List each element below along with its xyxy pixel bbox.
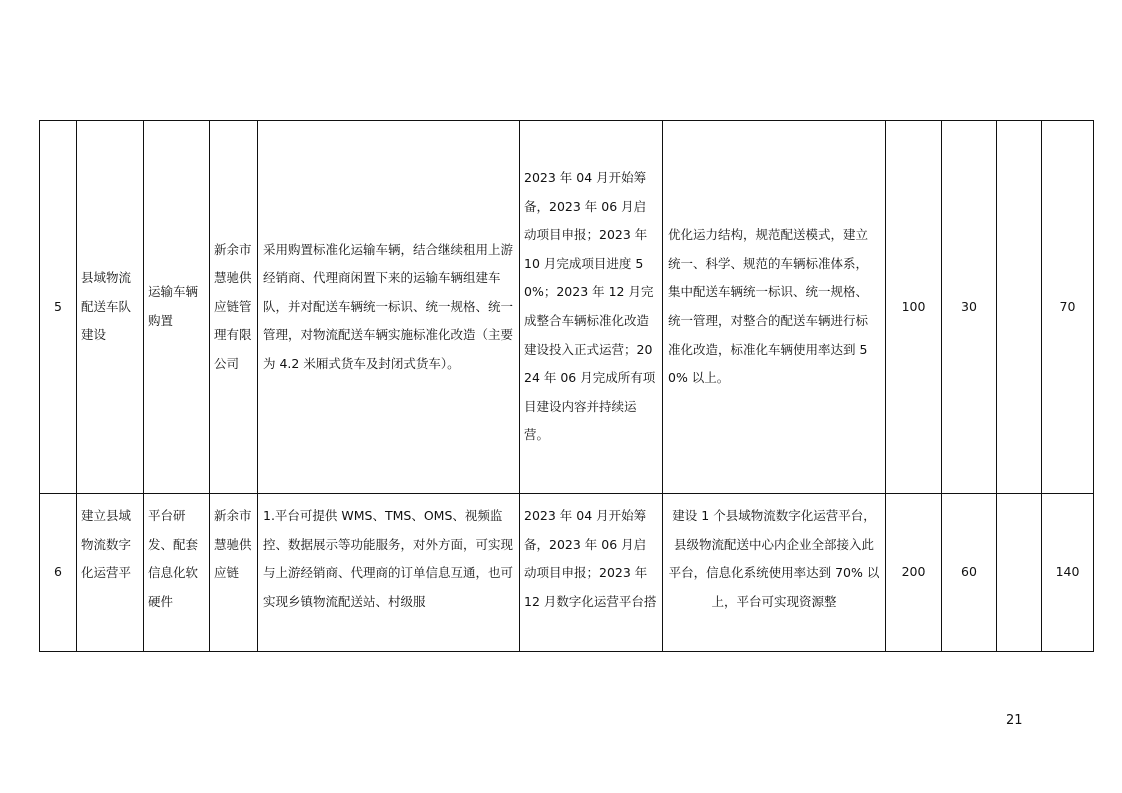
project-name-cell: 县域物流配送车队建设 <box>77 121 144 494</box>
col-b-cell <box>997 121 1042 494</box>
company-text: 新余市慧驰供应链 <box>214 508 252 581</box>
goal-text: 建设 1 个县域物流数字化运营平台，县级物流配送中心内企业全部接入此平台，信息化系统使用率达到 70% 以上，平台可实现资源整 <box>668 508 880 609</box>
content-cell: 运输车辆购置 <box>144 121 210 494</box>
schedule-cell: 2023 年 04 月开始筹备，2023 年 06 月启动项目申报；2023 年 10 月完成项目进度 50%；2023 年 12 月完成整合车辆标准化改造建设投入正式运营；2024 年 06 月完成所有项目建设内容并持续运营。 <box>520 121 663 494</box>
col-a-cell: 30 <box>942 121 997 494</box>
description-cell <box>258 494 520 652</box>
row-number: 5 <box>40 121 77 494</box>
total-cell: 100 <box>886 121 942 494</box>
description-cell: 采用购置标准化运输车辆，结合继续租用上游经销商、代理商闲置下来的运输车辆组建车队，并对配送车辆统一标识、统一规格、统一管理，对物流配送车辆实施标准化改造（主要为 4.2 米厢式货车及封闭式货车）。 <box>258 121 520 494</box>
table-row <box>40 121 1094 494</box>
col-c-cell: 70 <box>1042 121 1094 494</box>
schedule-text: 2023 年 04 月开始筹备，2023 年 06 月启动项目申报；2023 年 12 月数字化运营平台搭 <box>524 508 657 609</box>
schedule-cell <box>520 494 663 652</box>
project-name-text: 建立县域物流数字化运营平 <box>81 508 132 581</box>
table-row <box>40 494 1094 652</box>
company-cell <box>210 494 258 652</box>
goal-cell: 优化运力结构，规范配送模式，建立统一、科学、规范的车辆标准体系，集中配送车辆统一标识、统一规格、统一管理，对整合的配送车辆进行标准化改造，标准化车辆使用率达到 50% 以上。 <box>663 121 886 494</box>
col-a-cell: 60 <box>942 494 997 652</box>
description-text: 1.平台可提供 WMS、TMS、OMS、视频监控、数据展示等功能服务，对外方面，可实现与上游经销商、代理商的订单信息互通，也可实现乡镇物流配送站、村级服 <box>263 508 514 609</box>
project-table <box>39 120 1094 652</box>
goal-cell <box>663 494 886 652</box>
row-number: 6 <box>40 494 77 652</box>
page-number: 21 <box>1006 713 1023 728</box>
project-name-cell <box>77 494 144 652</box>
total-cell: 200 <box>886 494 942 652</box>
col-c-cell: 140 <box>1042 494 1094 652</box>
company-cell: 新余市慧驰供应链管理有限公司 <box>210 121 258 494</box>
content-text: 平台研发、配套信息化软硬件 <box>148 508 199 609</box>
col-b-cell <box>997 494 1042 652</box>
content-cell <box>144 494 210 652</box>
